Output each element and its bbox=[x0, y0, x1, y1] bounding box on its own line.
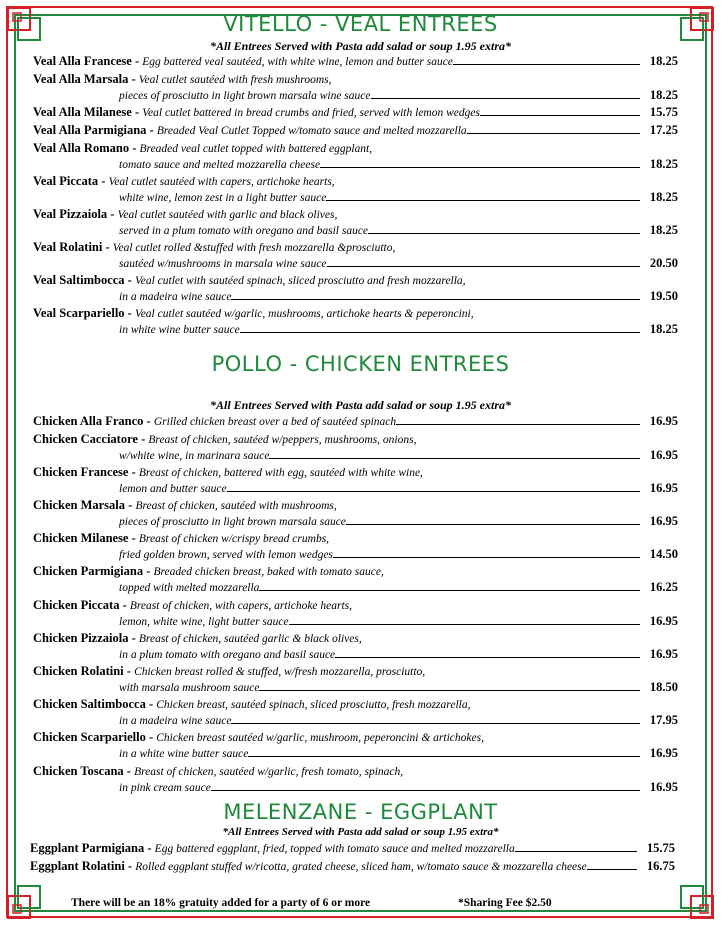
item-line bbox=[33, 597, 678, 613]
item-description: Breaded chicken breast, baked with tomato sauce, bbox=[153, 566, 384, 578]
item-line bbox=[30, 858, 675, 874]
item-description: in a madeira wine sauce bbox=[119, 291, 232, 303]
menu-item bbox=[33, 431, 678, 463]
item-description: in pink cream sauce bbox=[119, 782, 211, 794]
item-name: Chicken Milanese - bbox=[33, 531, 139, 545]
item-price: 18.25 bbox=[649, 223, 678, 237]
item-price: 18.25 bbox=[649, 157, 678, 171]
item-price: 18.50 bbox=[649, 680, 678, 694]
item-line bbox=[33, 305, 678, 321]
leader-line bbox=[333, 557, 640, 558]
item-line bbox=[33, 464, 678, 480]
section-note-chicken: *All Entrees Served with Pasta add salad or soup 1.95 extra* bbox=[209, 398, 512, 412]
item-description: in a madeira wine sauce bbox=[119, 715, 232, 727]
item-line bbox=[33, 272, 678, 288]
item-description: Breast of chicken, sautéed garlic & black olives, bbox=[138, 633, 362, 645]
menu-item bbox=[30, 858, 675, 874]
item-description: Breast of chicken w/crispy bread crumbs, bbox=[138, 533, 330, 545]
item-description: Veal cutlet sautéed w/garlic, mushrooms, artichoke hearts & peperoncini, bbox=[134, 308, 474, 320]
item-price: 20.50 bbox=[649, 256, 678, 270]
item-name: Veal Alla Parmigiana - bbox=[33, 123, 157, 137]
item-price: 15.75 bbox=[646, 841, 675, 855]
menu-item bbox=[33, 696, 678, 728]
corner-ornament-bottom-left bbox=[4, 878, 48, 922]
item-line bbox=[33, 663, 678, 679]
item-price: 18.25 bbox=[649, 54, 678, 68]
leader-line bbox=[326, 200, 640, 201]
item-description: Breaded veal cutlet topped with battered eggplant, bbox=[139, 143, 373, 155]
item-description: in white wine butter sauce bbox=[119, 324, 240, 336]
item-description: Breaded Veal Cutlet Topped w/tomato sauce and melted mozzarella bbox=[156, 125, 467, 137]
menu-item bbox=[33, 563, 678, 595]
item-name: Eggplant Rolatini - bbox=[30, 859, 136, 873]
item-line bbox=[33, 630, 678, 646]
leader-line bbox=[211, 790, 640, 791]
item-description: Breast of chicken, sautéed with mushrooms, bbox=[135, 500, 337, 512]
item-line bbox=[33, 431, 678, 447]
leader-line bbox=[346, 524, 640, 525]
item-price: 16.75 bbox=[646, 859, 675, 873]
item-description: Egg battered veal sautéed, with white wine, lemon and butter sauce bbox=[142, 56, 453, 68]
item-description: pieces of prosciutto in light brown marsala sauce bbox=[119, 516, 346, 528]
item-name: Chicken Saltimbocca - bbox=[33, 697, 157, 711]
item-price: 16.95 bbox=[649, 414, 678, 428]
item-description: Breast of chicken, with capers, artichoke hearts, bbox=[129, 600, 353, 612]
menu-item bbox=[33, 122, 678, 138]
item-description: Grilled chicken breast over a bed of sautéed spinach bbox=[153, 416, 397, 428]
menu-item bbox=[33, 272, 678, 304]
item-line bbox=[33, 530, 678, 546]
item-description: with marsala mushroom sauce bbox=[119, 682, 260, 694]
item-line-continued bbox=[33, 613, 678, 629]
leader-line bbox=[515, 851, 637, 852]
item-line-continued bbox=[33, 447, 678, 463]
item-name: Chicken Parmigiana - bbox=[33, 564, 154, 578]
menu-item bbox=[30, 840, 675, 856]
item-line bbox=[33, 71, 678, 87]
item-price: 18.25 bbox=[649, 322, 678, 336]
leader-line bbox=[587, 869, 637, 870]
item-description: in a plum tomato with oregano and basil sauce bbox=[119, 649, 336, 661]
item-price: 16.95 bbox=[649, 780, 678, 794]
item-description: tomato sauce and melted mozzarella cheese bbox=[119, 159, 321, 171]
menu-item bbox=[33, 729, 678, 761]
item-description: served in a plum tomato with oregano and basil sauce bbox=[119, 225, 369, 237]
item-price: 16.25 bbox=[649, 580, 678, 594]
menu-item bbox=[33, 239, 678, 271]
item-name: Veal Rolatini - bbox=[33, 240, 113, 254]
item-line-continued bbox=[33, 513, 678, 529]
item-line-continued bbox=[33, 87, 678, 103]
leader-line bbox=[259, 690, 639, 691]
menu-item bbox=[33, 597, 678, 629]
item-description: Rolled eggplant stuffed w/ricotta, grated cheese, sliced ham, w/tomato sauce & mozzarella cheese bbox=[135, 861, 587, 873]
item-name: Chicken Piccata - bbox=[33, 598, 130, 612]
leader-line bbox=[327, 266, 640, 267]
item-description: Chicken breast rolled & stuffed, w/fresh mozzarella, prosciutto, bbox=[134, 666, 426, 678]
item-line bbox=[33, 696, 678, 712]
item-line bbox=[33, 173, 678, 189]
item-line bbox=[30, 840, 675, 856]
item-line-continued bbox=[33, 321, 678, 337]
item-name: Chicken Francese - bbox=[33, 465, 139, 479]
leader-line bbox=[227, 491, 640, 492]
item-description: pieces of prosciutto in light brown marsala wine sauce bbox=[119, 90, 371, 102]
item-description: white wine, lemon zest in a light butter sauce bbox=[119, 192, 327, 204]
item-description: Veal cutlet sautéed with garlic and black olives, bbox=[117, 209, 338, 221]
item-description: Breast of chicken, sautéed w/garlic, fresh tomato, spinach, bbox=[134, 766, 404, 778]
menu-item bbox=[33, 206, 678, 238]
menu-item bbox=[33, 53, 678, 69]
item-description: Veal cutlet with sautéed spinach, sliced prosciutto and fresh mozzarella, bbox=[134, 275, 466, 287]
item-name: Veal Alla Francese - bbox=[33, 54, 143, 68]
leader-line bbox=[480, 115, 640, 116]
item-line-continued bbox=[33, 579, 678, 595]
item-description: Breast of chicken, sautéed w/peppers, mushrooms, onions, bbox=[148, 434, 417, 446]
item-name: Veal Scarpariello - bbox=[33, 306, 135, 320]
leader-line bbox=[467, 133, 640, 134]
item-price: 18.25 bbox=[649, 190, 678, 204]
item-description: Egg battered eggplant, fried, topped with tomato sauce and melted mozzarella bbox=[154, 843, 515, 855]
item-description: w/white wine, in marinara sauce bbox=[119, 450, 270, 462]
leader-line bbox=[320, 167, 640, 168]
item-price: 17.95 bbox=[649, 713, 678, 727]
leader-line bbox=[368, 233, 640, 234]
item-line bbox=[33, 206, 678, 222]
item-line bbox=[33, 239, 678, 255]
item-price: 16.95 bbox=[649, 746, 678, 760]
section-title-eggplant: MELENZANE - EGGPLANT bbox=[223, 800, 498, 824]
item-line-continued bbox=[33, 646, 678, 662]
item-description: Breast of chicken, battered with egg, sautéed with white wine, bbox=[138, 467, 423, 479]
item-line bbox=[33, 140, 678, 156]
menu-item bbox=[33, 763, 678, 795]
item-line-continued bbox=[33, 712, 678, 728]
menu-item bbox=[33, 140, 678, 172]
menu-item bbox=[33, 530, 678, 562]
leader-line bbox=[259, 590, 639, 591]
item-line bbox=[33, 729, 678, 745]
menu-item bbox=[33, 305, 678, 337]
item-line bbox=[33, 497, 678, 513]
item-description: topped with melted mozzarella bbox=[119, 582, 260, 594]
item-name: Veal Alla Marsala - bbox=[33, 72, 139, 86]
item-name: Veal Alla Romano - bbox=[33, 141, 140, 155]
item-price: 16.95 bbox=[649, 514, 678, 528]
menu-item bbox=[33, 173, 678, 205]
item-price: 19.50 bbox=[649, 289, 678, 303]
item-price: 18.25 bbox=[649, 88, 678, 102]
menu-item bbox=[33, 71, 678, 103]
menu-item bbox=[33, 104, 678, 120]
item-line-continued bbox=[33, 679, 678, 695]
item-name: Chicken Alla Franco - bbox=[33, 414, 154, 428]
item-description: Veal cutlet sautéed with fresh mushrooms, bbox=[138, 74, 332, 86]
item-name: Veal Alla Milanese - bbox=[33, 105, 143, 119]
leader-line bbox=[240, 332, 640, 333]
item-description: lemon, white wine, light butter sauce bbox=[119, 616, 289, 628]
leader-line bbox=[396, 424, 640, 425]
item-line-continued bbox=[33, 779, 678, 795]
item-name: Chicken Cacciatore - bbox=[33, 432, 149, 446]
item-name: Veal Piccata - bbox=[33, 174, 109, 188]
leader-line bbox=[453, 64, 640, 65]
menu-item bbox=[33, 497, 678, 529]
leader-line bbox=[231, 723, 639, 724]
leader-line bbox=[248, 756, 640, 757]
item-description: Chicken breast sautéed w/garlic, mushroom, peperoncini & artichokes, bbox=[156, 732, 484, 744]
item-name: Veal Pizzaiola - bbox=[33, 207, 118, 221]
item-line-continued bbox=[33, 189, 678, 205]
item-description: in a white wine butter sauce bbox=[119, 748, 249, 760]
item-name: Chicken Marsala - bbox=[33, 498, 136, 512]
sharing-fee: *Sharing Fee $2.50 bbox=[458, 897, 552, 909]
item-price: 15.75 bbox=[649, 105, 678, 119]
corner-ornament-bottom-right bbox=[673, 878, 717, 922]
item-price: 14.50 bbox=[649, 547, 678, 561]
item-line-continued bbox=[33, 745, 678, 761]
item-price: 16.95 bbox=[649, 647, 678, 661]
item-description: Chicken breast, sautéed spinach, sliced prosciutto, fresh mozzarella, bbox=[156, 699, 471, 711]
section-title-veal: VITELLO - VEAL ENTREES bbox=[223, 12, 498, 36]
gratuity-notice: There will be an 18% gratuity added for a party of 6 or more bbox=[71, 897, 371, 909]
item-line bbox=[33, 763, 678, 779]
item-name: Chicken Pizzaiola - bbox=[33, 631, 139, 645]
leader-line bbox=[335, 657, 640, 658]
item-line-continued bbox=[33, 156, 678, 172]
section-note-veal: *All Entrees Served with Pasta add salad or soup 1.95 extra* bbox=[209, 39, 512, 53]
item-line-continued bbox=[33, 222, 678, 238]
item-line-continued bbox=[33, 288, 678, 304]
item-description: sautéed w/mushrooms in marsala wine sauce bbox=[119, 258, 327, 270]
item-description: Veal cutlet rolled &stuffed with fresh mozzarella &prosciutto, bbox=[112, 242, 396, 254]
item-price: 16.95 bbox=[649, 448, 678, 462]
menu-item bbox=[33, 413, 678, 429]
leader-line bbox=[269, 458, 639, 459]
item-name: Chicken Rolatini - bbox=[33, 664, 135, 678]
item-price: 16.95 bbox=[649, 614, 678, 628]
item-line bbox=[33, 104, 678, 120]
menu-item bbox=[33, 630, 678, 662]
item-line-continued bbox=[33, 546, 678, 562]
leader-line bbox=[231, 299, 639, 300]
item-line-continued bbox=[33, 255, 678, 271]
section-note-eggplant: *All Entrees Served with Pasta add salad or soup 1.95 extra* bbox=[222, 826, 499, 838]
item-name: Eggplant Parmigiana - bbox=[30, 841, 155, 855]
menu-item bbox=[33, 464, 678, 496]
item-description: Veal cutlet sautéed with capers, artichoke hearts, bbox=[108, 176, 335, 188]
item-description: lemon and butter sauce bbox=[119, 483, 227, 495]
item-line bbox=[33, 413, 678, 429]
item-price: 16.95 bbox=[649, 481, 678, 495]
item-description: Veal cutlet battered in bread crumbs and fried, served with lemon wedges bbox=[142, 107, 480, 119]
item-line bbox=[33, 563, 678, 579]
item-name: Veal Saltimbocca - bbox=[33, 273, 135, 287]
item-name: Chicken Scarpariello - bbox=[33, 730, 157, 744]
leader-line bbox=[371, 98, 640, 99]
menu-item bbox=[33, 663, 678, 695]
item-description: fried golden brown, served with lemon wedges bbox=[119, 549, 333, 561]
item-name: Chicken Toscana - bbox=[33, 764, 135, 778]
leader-line bbox=[289, 624, 640, 625]
item-price: 17.25 bbox=[649, 123, 678, 137]
item-line-continued bbox=[33, 480, 678, 496]
section-title-chicken: POLLO - CHICKEN ENTREES bbox=[211, 352, 510, 376]
item-line bbox=[33, 122, 678, 138]
item-line bbox=[33, 53, 678, 69]
